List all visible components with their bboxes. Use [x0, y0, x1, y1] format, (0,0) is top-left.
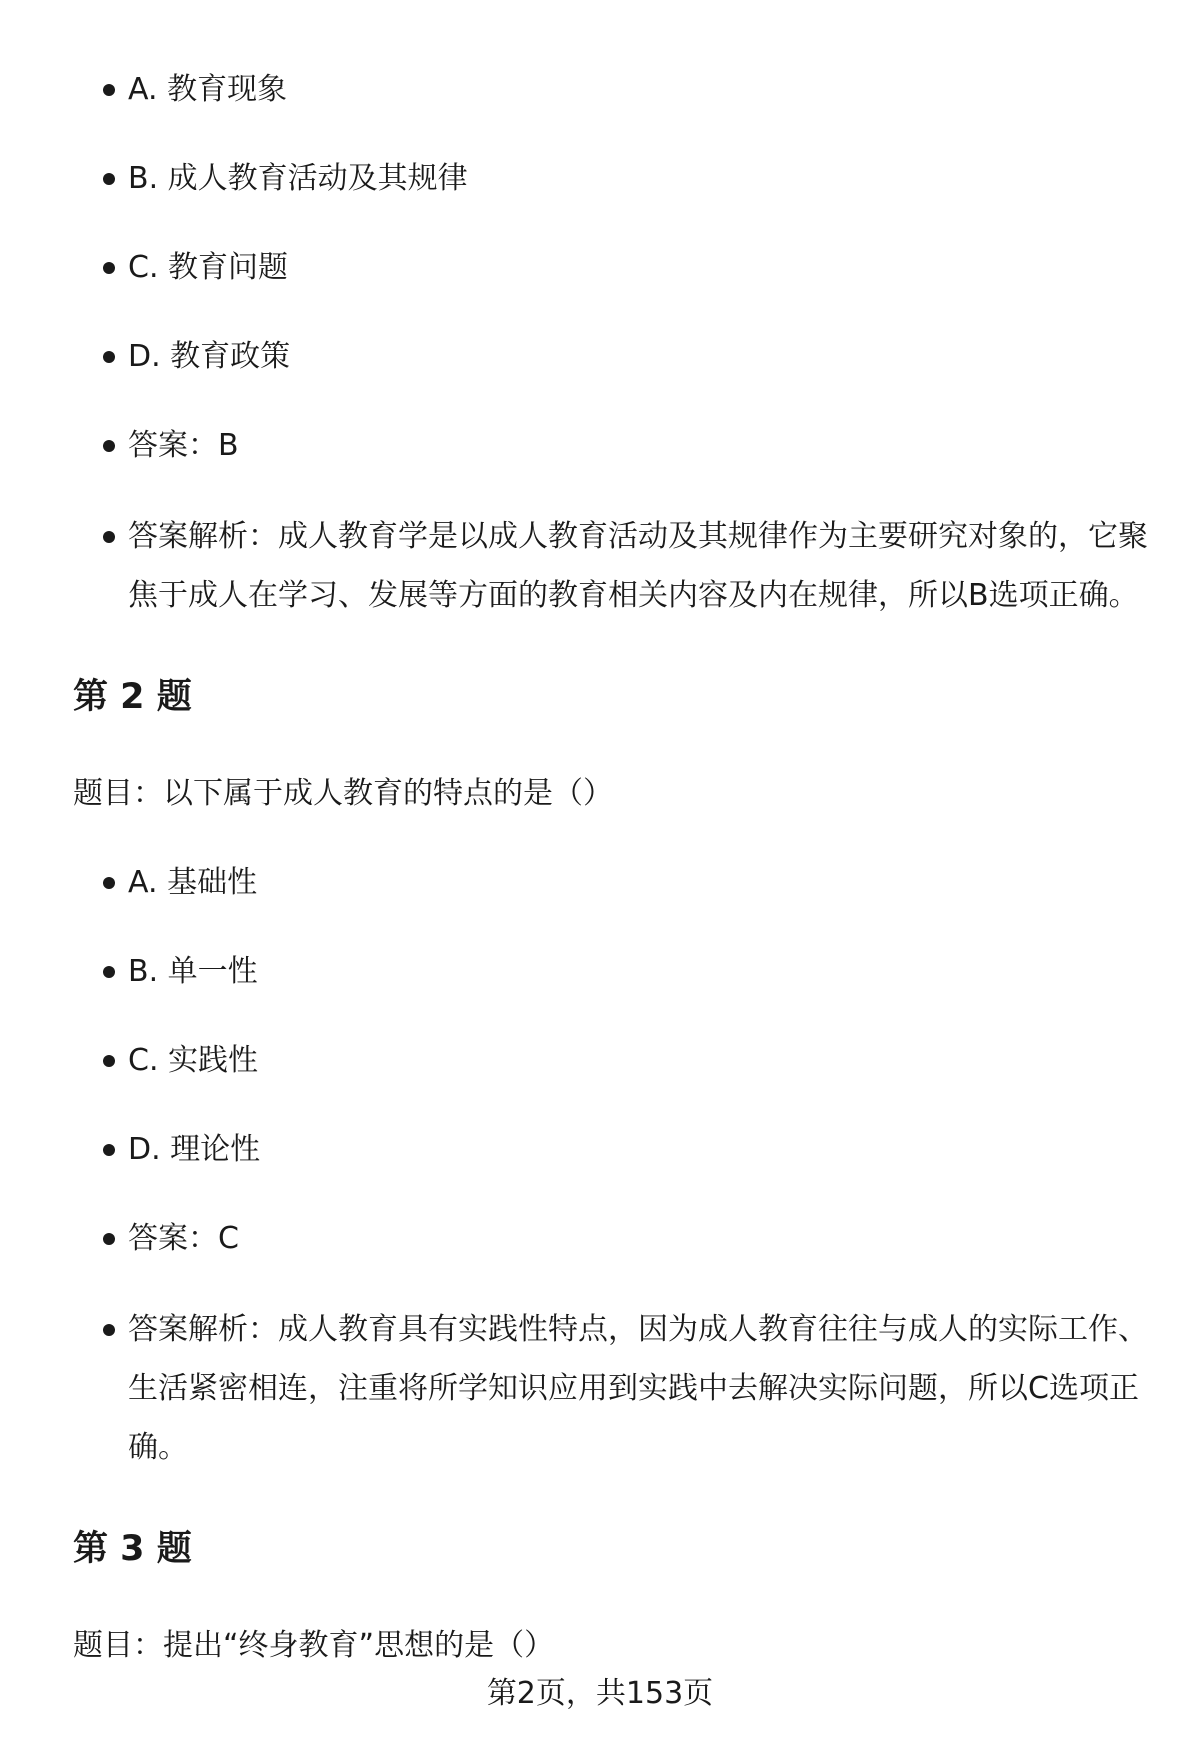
option-text: C. 教育问题	[128, 250, 289, 285]
q1-answer	[128, 416, 1148, 475]
option-text: C. 实践性	[128, 1043, 259, 1078]
answer-text: 答案：C	[128, 1221, 239, 1256]
q1-option-a	[128, 60, 1148, 119]
page-number-footer: 第2页，共153页	[486, 1676, 714, 1711]
q1-option-c	[128, 238, 1148, 297]
q2-explanation	[128, 1300, 1148, 1477]
bullet-icon	[103, 966, 115, 978]
bullet-icon	[103, 531, 115, 543]
bullet-icon	[103, 877, 115, 889]
bullet-icon	[103, 1144, 115, 1156]
q3-heading: 第 3 题	[73, 1529, 192, 1569]
bullet-icon	[103, 440, 115, 452]
option-text: A. 基础性	[128, 865, 258, 900]
bullet-icon	[103, 351, 115, 363]
q2-option-c	[128, 1031, 1148, 1090]
option-text: D. 教育政策	[128, 339, 291, 374]
q2-heading: 第 2 题	[73, 677, 192, 717]
bullet-icon	[103, 84, 115, 96]
answer-text: 答案：B	[128, 428, 239, 463]
q2-answer	[128, 1209, 1148, 1268]
q2-option-d	[128, 1120, 1148, 1179]
bullet-icon	[103, 262, 115, 274]
q2-option-b	[128, 942, 1148, 1001]
option-text: A. 教育现象	[128, 72, 288, 107]
bullet-icon	[103, 1324, 115, 1336]
bullet-icon	[103, 1055, 115, 1067]
q2-option-a	[128, 853, 1148, 912]
option-text: D. 理论性	[128, 1132, 261, 1167]
explanation-text: 答案解析：成人教育学是以成人教育活动及其规律作为主要研究对象的，它聚焦于成人在学习、发展等方面的教育相关内容及内在规律，所以B选项正确。	[128, 519, 1148, 613]
q3-question: 题目：提出“终身教育”思想的是（）	[73, 1628, 555, 1663]
explanation-text: 答案解析：成人教育具有实践性特点，因为成人教育往往与成人的实际工作、生活紧密相连，注重将所学知识应用到实践中去解决实际问题，所以C选项正确。	[128, 1312, 1148, 1465]
bullet-icon	[103, 1233, 115, 1245]
q1-explanation	[128, 507, 1148, 625]
q2-question: 题目：以下属于成人教育的特点的是（）	[73, 776, 613, 811]
option-text: B. 单一性	[128, 954, 258, 989]
q1-option-d	[128, 327, 1148, 386]
option-text: B. 成人教育活动及其规律	[128, 161, 468, 196]
q1-option-b	[128, 149, 1148, 208]
bullet-icon	[103, 173, 115, 185]
